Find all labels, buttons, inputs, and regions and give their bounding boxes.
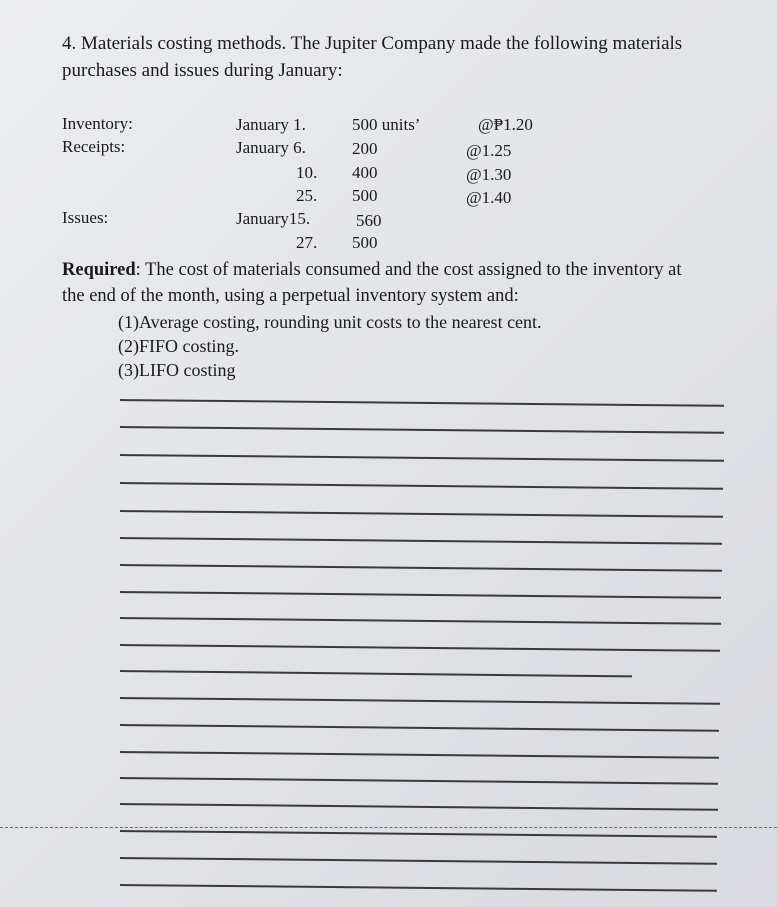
answer-line [120, 830, 717, 838]
option-average: (1)Average costing, rounding unit costs to the nearest cent. [118, 312, 542, 332]
receipts-label: Receipts: [62, 137, 126, 156]
answer-line [120, 724, 719, 732]
row-qty: 200 [352, 139, 378, 158]
answer-line [120, 884, 717, 892]
answer-line [120, 564, 722, 572]
row-qty: 500 [352, 186, 378, 205]
required-line-1-text: : The cost of materials consumed and the cost assigned to the inventory at [135, 260, 682, 280]
answer-line [120, 426, 724, 434]
answer-line [120, 857, 717, 865]
answer-line [120, 803, 718, 811]
row-date: 25. [296, 186, 318, 205]
option-lifo: (3)LIFO costing [118, 360, 236, 380]
answer-line [120, 537, 722, 545]
row-price: @1.25 [466, 141, 512, 160]
row-qty: 500 units’ [352, 115, 421, 134]
row-qty: 400 [352, 163, 378, 182]
row-date: January15. [236, 209, 311, 228]
answer-line [120, 777, 718, 785]
row-price: @1.40 [466, 188, 512, 207]
row-price: @1.30 [466, 165, 512, 184]
answer-line [120, 617, 721, 625]
problem-heading-line-1: 4. Materials costing methods. The Jupiter Company made the following materials [62, 33, 683, 54]
answer-line [120, 399, 724, 407]
required-line-2: the end of the month, using a perpetual inventory system and: [62, 286, 519, 306]
answer-line [120, 697, 720, 705]
row-qty: 500 [352, 233, 378, 252]
fold-line [0, 827, 777, 828]
answer-line [120, 751, 719, 759]
row-price: @₱1.20 [478, 115, 533, 134]
answer-line [120, 591, 721, 599]
answer-line [120, 670, 632, 677]
option-fifo: (2)FIFO costing. [118, 336, 239, 356]
row-date: 10. [296, 163, 318, 182]
inventory-label: Inventory: [62, 114, 133, 133]
issues-label: Issues: [62, 208, 109, 227]
row-qty: 560 [356, 211, 382, 230]
answer-line [120, 482, 723, 490]
row-date: January 1. [236, 115, 306, 134]
answer-line [120, 454, 724, 462]
problem-heading-line-2: purchases and issues during January: [62, 60, 343, 81]
answer-line [120, 644, 720, 652]
answer-line [120, 510, 723, 518]
row-date: January 6. [236, 138, 306, 157]
required-label: Required [62, 260, 136, 280]
required-line-1 [62, 258, 681, 283]
row-date: 27. [296, 233, 318, 252]
